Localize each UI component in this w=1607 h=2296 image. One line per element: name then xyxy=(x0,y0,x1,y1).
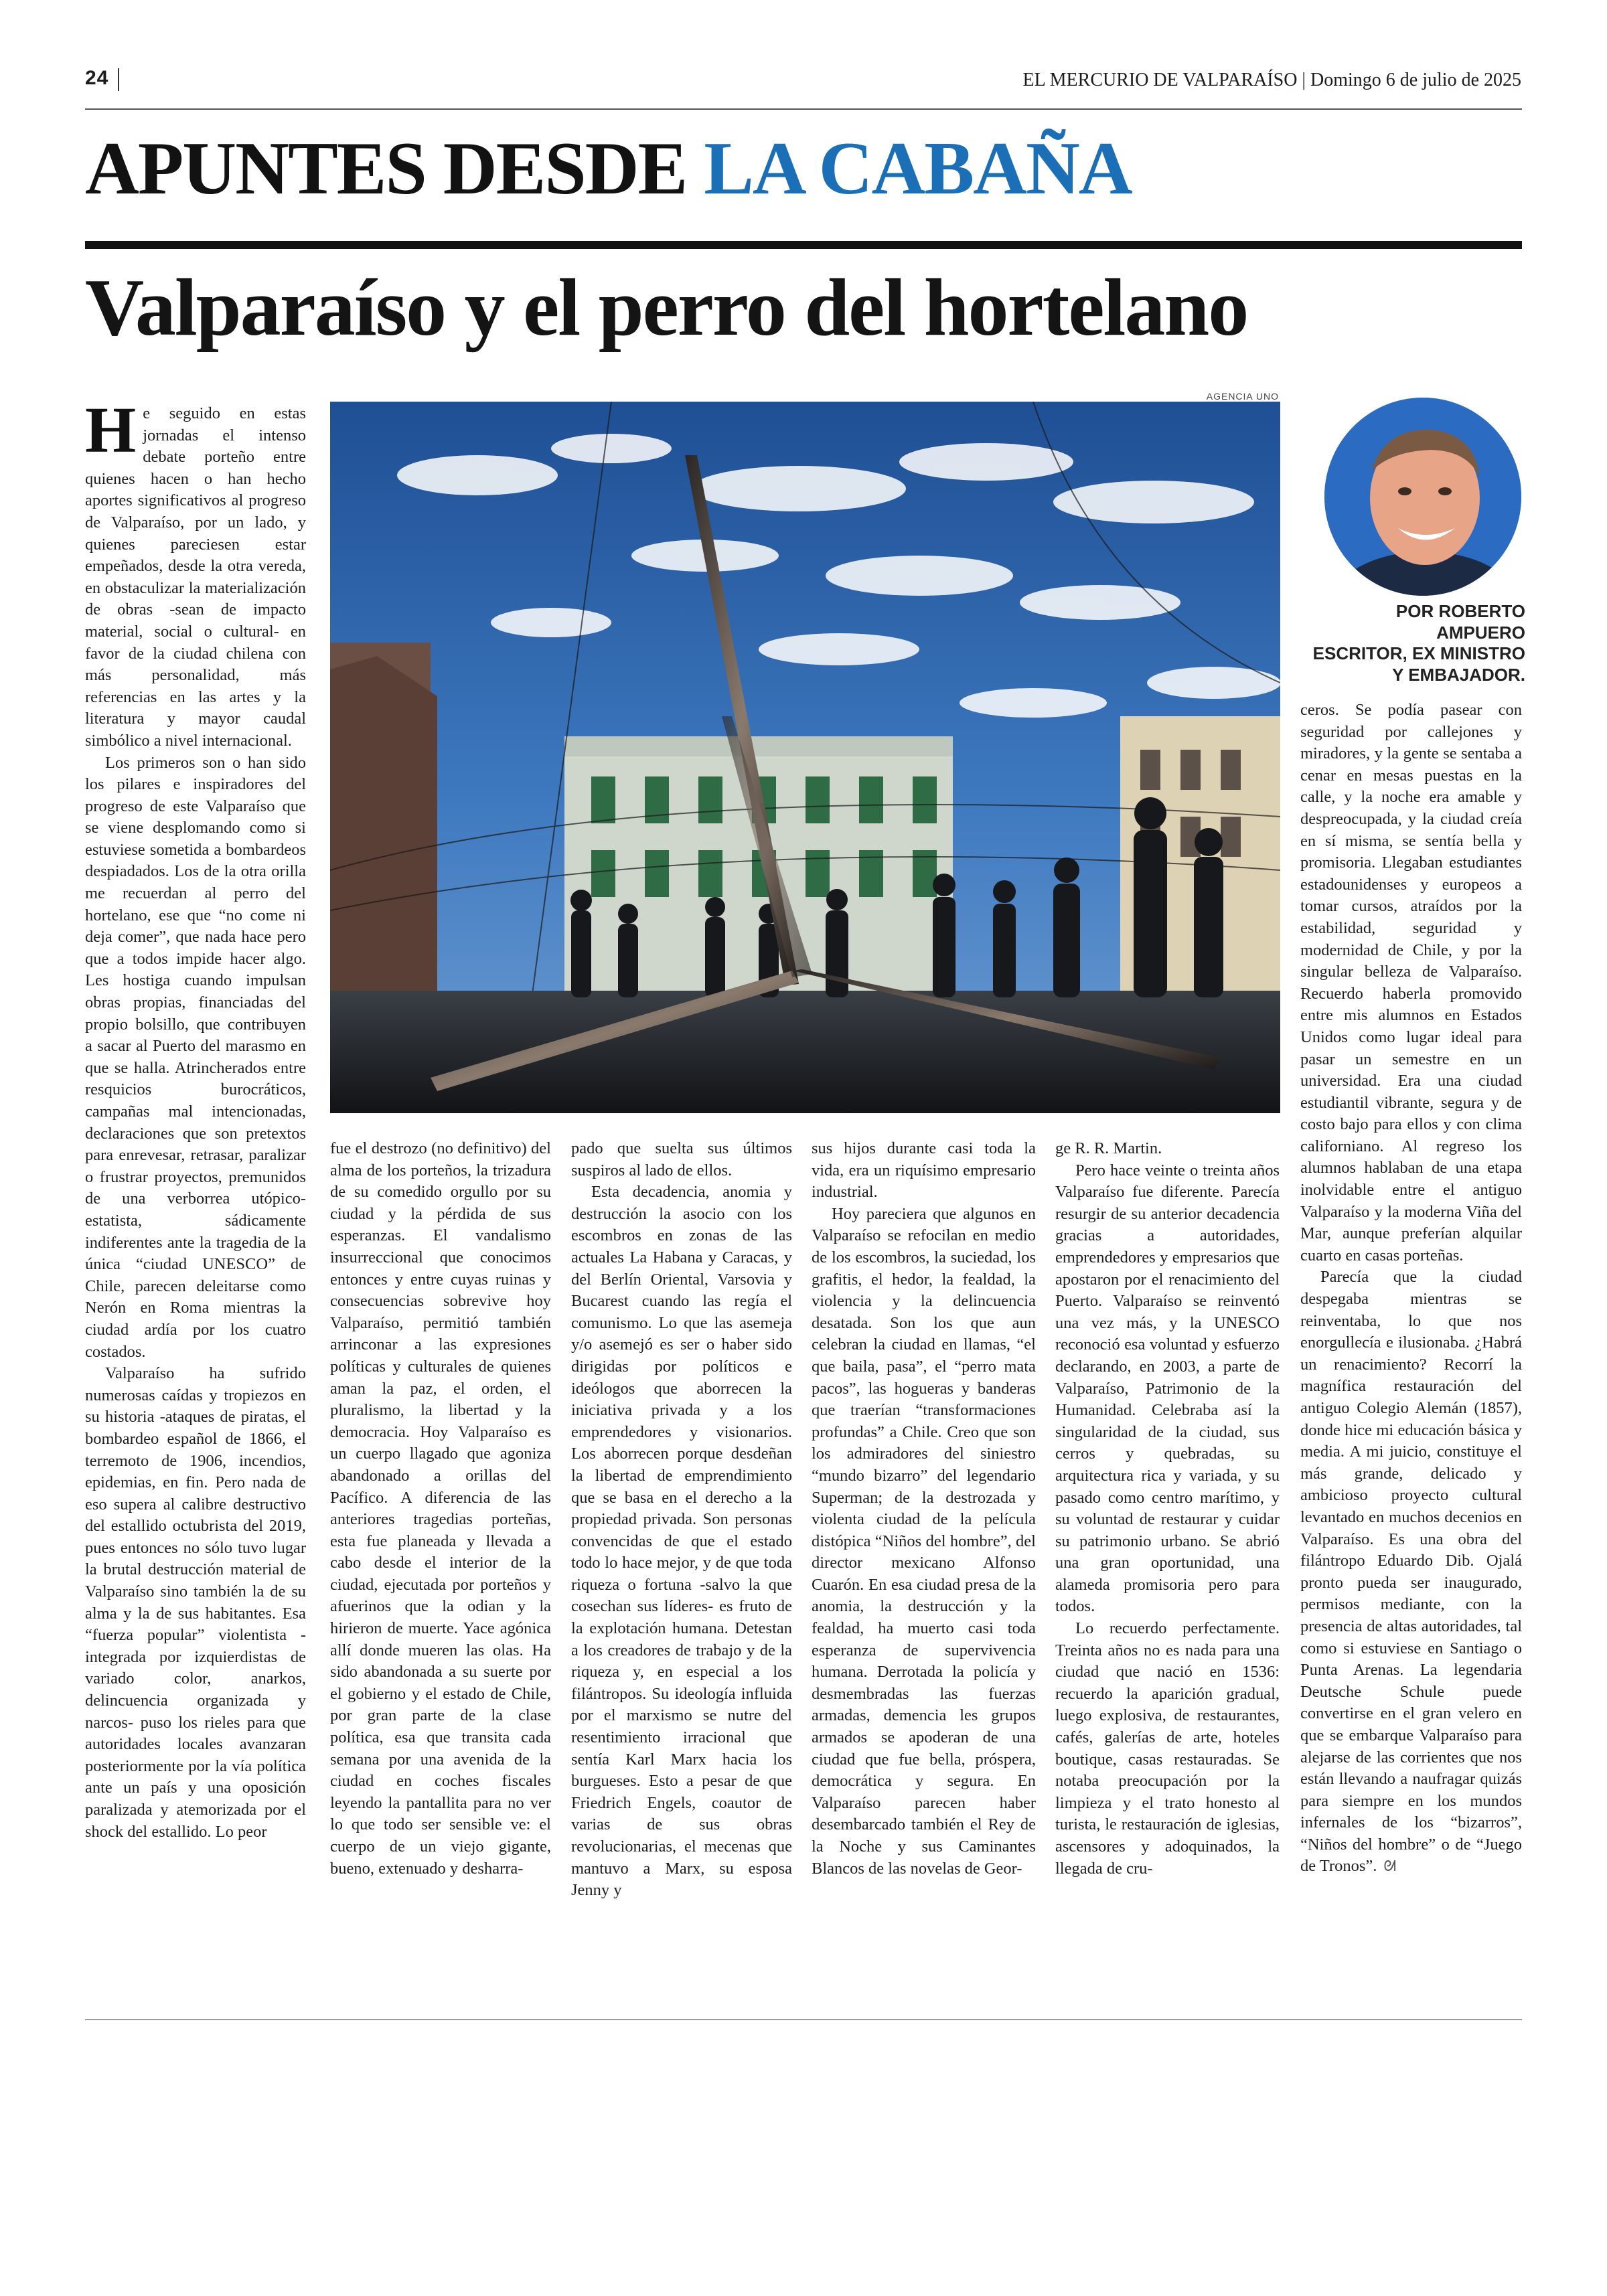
article-paragraph xyxy=(1300,1266,1522,1878)
page-number-divider xyxy=(118,68,119,91)
section-title-part1: APUNTES DESDE xyxy=(85,127,687,210)
article-paragraph xyxy=(85,394,306,752)
author-byline-text: POR ROBERTO AMPUERO ESCRITOR, EX MINISTRO Y EMBAJADOR. xyxy=(1312,601,1525,685)
footer-rule xyxy=(85,2019,1522,2020)
author-portrait-illustration xyxy=(1324,398,1521,596)
article-column-4 xyxy=(812,1138,1036,1880)
section-rule xyxy=(85,241,1522,249)
article-paragraph: ceros. Se podía pasear con seguridad por callejones y miradores, y la gente se sentaba a cenar en mesas puestas en la calle, y la noche era amable y despreocupada, y la ciudad creía en sí misma, se sentía bella y promisoria. Llegaban estudiantes estadounidenses y europeos a tomar cursos, atraídos por la estabilidad, seguridad y modernidad de Chile, y por la singular belleza de Valparaíso. Recuerdo haberla promovido entre mis alumnos en Estados Unidos como lugar ideal para pasar un semestre en un universidad. Era una ciudad estudiantil vibrante, segura y de costo bajo para ellos y con clima californiano. Al regreso los alumnos hablaban de una etapa inolvidable entre el antiguo Valparaíso y la moderna Viña del Mar, aunque preferían alquilar cuarto en casas porteñas. xyxy=(1300,701,1522,1264)
article-column-1 xyxy=(85,394,306,1843)
street-sculpture-illustration xyxy=(330,402,1280,1113)
article-paragraph: pado que suelta sus últimos suspiros al lado de ellos. xyxy=(571,1139,792,1179)
article-paragraph: Esta decadencia, anomia y destrucción la asocio con los escombros en zonas de las actuales La Habana y Caracas, y del Berlín Oriental, Varsovia y Bucarest cuando las regía el comunismo. Lo que las asemeja y/o asemejó es ser o haber sido dirigidas por políticos e ideólogos que aborrecen la iniciativa privada y a los emprendedores y visionarios. Los aborrecen porque desdeñan la libertad de emprendimiento que se basa en el derecho a la propiedad privada. Son personas convencidas de que el estado todo lo hace mejor, y de que toda riqueza o fortuna -salvo la que cosechan sus líderes- es fruto de la explotación humana. Detestan a los creadores de trabajo y de la riqueza y, en especial a los filántropos. Su ideología influida por el marxismo se nutre del resentimiento irracional que sentía Karl Marx hacia los burgueses. Esto a pesar de que Friedrich Engels, coautor de varias de sus obras revolucionarias, el mecenas que mantuvo a Marx, su esposa Jenny y xyxy=(571,1183,792,1900)
header-rule xyxy=(85,108,1522,110)
drop-cap: H xyxy=(85,394,137,467)
article-paragraph: sus hijos durante casi toda la vida, era un riquísimo empresario industrial. xyxy=(812,1139,1036,1202)
article-photo xyxy=(330,402,1280,1113)
article-paragraph: Valparaíso ha sufrido numerosas caídas y tropiezos en su historia -ataques de piratas, el bombardeo español de 1866, el terremoto de 1906, incendios, epidemias, en fin. Pero nada de eso supera al calibre destructivo del estallido octubrista del 2019, pues entonces no sólo tuvo lugar la brutal destrucción material de Valparaíso sino también la de su alma y la de sus habitantes. Esa “fuerza popular” violentista -integrada por izquierdistas de variado color, anarkos, delincuencia organizada y narcos- puso los rieles para que autoridades locales avanzaran posteriormente por la vía política ante un país y una oposición paralizada y atemorizada por el shock del estallido. Lo peor xyxy=(85,1364,306,1841)
article-paragraph: Hoy pareciera que algunos en Valparaíso se refocilan en medio de los escombros, la suciedad, los grafitis, el hedor, la fealdad, la violencia y la delincuencia desatada. Son los que aun celebran la ciudad en llamas, “el que baila, pasa”, el “perro mata pacos”, las hogueras y banderas que traerían “transformaciones profundas” a Chile. Creo que son los admiradores del siniestro “mundo bizarro” del legendario Superman; de la destrozada y violenta ciudad de la película distópica “Niños del hombre”, del director mexicano Alfonso Cuarón. En esa ciudad presa de la anomia, la destrucción y la fealdad, ha muerto casi toda esperanza de supervivencia humana. Derrotada la policía y desmembradas las fuerzas armadas, demencia les grupos armados se apoderan de una ciudad que fue bella, próspera, democrática y segura. En Valparaíso parecen haber desembarcado también el Rey de la Noche y sus Caminantes Blancos de las novelas de Geor- xyxy=(812,1204,1036,1878)
article-paragraph: Los primeros son o han sido los pilares e inspiradores del progreso de este Valparaíso que se viene desplomando como si estuviese sometida a bombardeos despiadados. Los de la otra orilla me recuerdan al perro del hortelano, ese que “no come ni deja comer”, que nada hace pero que a todos impide hacer algo. Les hostiga cuando impulsan obras propias, financiadas del propio bolsillo, que contribuyen a sacar al Puerto del marasmo en que se halla. Atrincherados entre resquicios burocráticos, campañas mal intencionadas, declaraciones que son pretextos para enrevesar, retrasar, paralizar o frustrar proyectos, premunidos de una verborrea utópico-estatista, sádicamente indiferentes ante la tragedia de la única “ciudad UNESCO” de Chile, parecen deleitarse como Nerón en Roma mientras la ciudad ardía por los cuatro costados. xyxy=(85,753,306,1361)
article-paragraph: Lo recuerdo perfectamente. Treinta años no es nada para una ciudad que nació en 1536: recuerdo la aparición gradual, luego explosiva, de restaurantes, cafés, galerías de arte, hoteles boutique, casas restauradas. Se notaba preocupación por la limpieza y el trato honesto al turista, le restauración de iglesias, ascensores y adoquinados, la llegada de cru- xyxy=(1055,1619,1280,1878)
article-paragraph: Pero hace veinte o treinta años Valparaíso fue diferente. Parecía resurgir de su anterior decadencia gracias a autoridades, emprendedores y empresarios que apostaron por el renacimiento del Puerto. Valparaíso se reinventó una vez más, y la UNESCO reconoció esa voluntad y esfuerzo declarando, en 2003, a parte de Valparaíso, Patrimonio de la Humanidad. Celebraba así la singularidad de la ciudad, sus cerros y quebradas, su arquitectura rica y variada, y su pasado como centro marítimo, y su voluntad de restaurar y cuidar su patrimonio urbano. Se abrió una gran oportunidad, una alameda promisoria pero para todos. xyxy=(1055,1161,1280,1616)
article-column-2 xyxy=(330,1138,551,1880)
headline: Valparaíso y el perro del hortelano xyxy=(85,262,1248,353)
masthead: EL MERCURIO DE VALPARAÍSO | Domingo 6 de julio de 2025 xyxy=(1022,70,1521,90)
end-mark-icon: ᘛ xyxy=(1383,1858,1397,1876)
paragraph-text: Parecía que la ciudad despegaba mientras se reinventaba, lo que nos enorgullecía e ilusionaba. ¿Habrá un renacimiento? Recorrí la magnífica restauración del antiguo Colegio Alemán (1857), donde hice mi educación básica y media. A mi juicio, constituye el más grande, delicado y ambicioso proyecto cultural levantado en muchos decenios en Valparaíso. Es una obra del filántropo Eduardo Dib. Ojalá pronto pueda ser inaugurado, permisos mediante, con la presencia de altas autoridades, tal como si estuviese en Santiago o Punta Arenas. La legendaria Deutsche Schule puede convertirse en el gran velero en que se embarque Valparaíso para alejarse de las corrientes que nos están llevando a naufragar quizás para siempre en los mundos infernales de los “bizarros”, “Niños del hombre” o de “Juego de Tronos”. xyxy=(1300,1268,1522,1876)
paragraph-text: e seguido en estas jornadas el intenso debate porteño entre quienes hacen o han hecho aportes significativos al progreso de Valparaíso, por un lado, y quienes pareciesen estar empeñados, desde la otra vereda, en obstaculizar la materialización de obras -sean de impacto material, social o cultural- en favor de la ciudad chilena con más personalidad, más referencias en las artes y la literatura y mayor caudal simbólico a nivel internacional. xyxy=(85,404,306,750)
article-column-5 xyxy=(1055,1138,1280,1880)
author-byline xyxy=(1304,601,1525,686)
article-paragraph: ge R. R. Martin. xyxy=(1055,1139,1162,1157)
section-title xyxy=(85,127,1132,210)
article-column-3 xyxy=(571,1138,792,1902)
section-title-part2: LA CABAÑA xyxy=(704,127,1132,210)
article-paragraph: fue el destrozo (no definitivo) del alma de los porteños, la trizadura de su comedido orgullo por su ciudad y la pérdida de sus esperanzas. El vandalismo insurreccional que conocimos entonces y entre cuyas ruinas y consecuencias sobrevive hoy Valparaíso, permitió también arrinconar a las expresiones políticas y culturales de quienes aman la paz, el orden, el pluralismo, la libertad y la democracia. Hoy Valparaíso es un cuerpo llagado que agoniza abandonado a orillas del Pacífico. A diferencia de las anteriores tragedias porteñas, esta fue planeada y llevada a cabo desde el interior de la ciudad, ejecutada por porteños y afuerinos que la odian y la hirieron de muerte. Yace agónica allí donde mueren las olas. Ha sido abandonada a su suerte por el gobierno y el estado de Chile, por gran parte de la clase política, esa que transita cada semana por una avenida de la ciudad en coches fiscales leyendo la pantallita para no ver lo que todo ser sensible ve: el cuerpo de un viejo gigante, bueno, extenuado y desharra- xyxy=(330,1139,551,1878)
page-number: 24 xyxy=(85,67,109,89)
photo-credit: AGENCIA UNO xyxy=(1206,391,1279,402)
author-avatar xyxy=(1324,398,1521,596)
article-column-6 xyxy=(1300,700,1522,1878)
